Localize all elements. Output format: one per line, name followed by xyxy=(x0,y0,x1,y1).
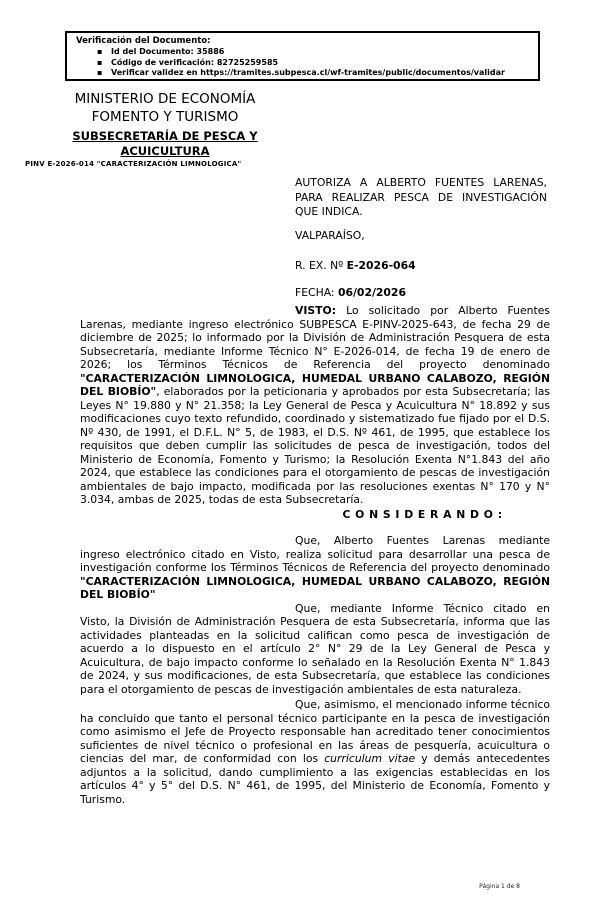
verification-item-code: ▪ Código de verificación: 82725259585 xyxy=(76,58,532,69)
date-prefix: FECHA: xyxy=(295,285,338,299)
considerando-paragraph-qualifications: Que, asimismo, el mencionado informe técnico ha concluido que tanto el personal técnico participante en la pesca de investigación como asimismo el Jefe de Proyecto responsable han acreditado tener conocimientos suficientes de nivel técnico o profesional en las áreas de pesquería, acuicultura o ciencias del mar, de conformidad con los curriculum vitae y demás antecedentes adjuntos a la solicitud, dando cumplimiento a las exigencias establecidas en los artículos 4° y 5° del D.S. N° 461, de 1995, del Ministerio de Economía, Fomento y Turismo. xyxy=(80,698,550,806)
resolution-subject: AUTORIZA A ALBERTO FUENTES LARENAS, PARA REALIZAR PESCA DE INVESTIGACIÓN QUE INDICA. xyxy=(295,176,547,218)
resolution-number: E-2026-064 xyxy=(346,258,416,272)
date-line xyxy=(295,286,547,299)
city-line: VALPARAÍSO, xyxy=(295,228,365,242)
resolution-number-prefix: R. EX. Nº xyxy=(295,258,347,272)
verification-item-document-id: ▪ Id del Documento: 35886 xyxy=(76,47,532,58)
considerando-paragraph-technical-report: Que, mediante Informe Técnico citado en Visto, la División de Administración Pesquera de esta Subsecretaría, informa que las actividades planteadas en la solicitud califican como pesca de investigación de acuerdo a lo dispuesto en el artículo 2° N° 29 de la Ley General de Pesca y Acuicultura, de bajo impacto conforme lo señalado en la Resolución Exenta N° 1.843 de 2024, y sus modificaciones, de esta Subsecretaría, que establece las condiciones para el otorgamiento de pescas de investigación ambientales de esta naturaleza. xyxy=(80,601,550,696)
resolution-header-block xyxy=(295,176,547,299)
verification-item-url: ▪ Verificar validez en https://tramites.subpesca.cl/wf-tramites/public/documentos/validar xyxy=(76,68,532,79)
ministry-name xyxy=(40,91,290,126)
visto-paragraph: VISTO: Lo solicitado por Alberto Fuentes Larenas, mediante ingreso electrónico SUBPESCA E-PINV-2025-643, de fecha 29 de diciembre de 2025; lo informado por la División de Administración Pesquera de esta Subsecretaría, mediante Informe Técnico N° E-2026-014, de fecha 19 de enero de 2026; los Términos Técnicos de Referencia del proyecto denominado "CARACTERIZACIÓN LIMNOLOGICA, HUMEDAL URBANO CALABOZO, REGIÓN DEL BIOBÍO", elaborados por la peticionaria y aprobados por esta Subsecretaría; las Leyes N° 19.880 y N° 21.358; la Ley General de Pesca y Acuicultura N° 18.892 y sus modificaciones cuyo texto refundido, coordinado y sistematizado fue fijado por el D.S. Nº 430, de 1991, el D.F.L. N° 5, de 1983, el D.S. Nº 461, de 1995, que establece los requisitos que deben cumplir las solicitudes de pesca de investigación, todos del Ministerio de Economía, Fomento y Turismo; la Resolución Exenta N°1.843 del año 2024, que establece las condiciones para el otorgamiento de pescas de investigación ambientales de bajo impacto, modificada por las resoluciones exentas N° 170 y N° 3.034, ambas de 2025, todas de esta Subsecretaría. xyxy=(80,304,551,506)
considerando-heading: C O N S I D E R A N D O : xyxy=(342,507,503,521)
project-reference: PINV E-2026-014 "CARACTERIZACIÓN LIMNOLOGICA" xyxy=(25,160,242,168)
resolution-number-line xyxy=(295,259,547,272)
ministry-line-2: FOMENTO Y TURISMO xyxy=(91,108,239,125)
ministry-line-1: MINISTERIO DE ECONOMÍA xyxy=(74,91,256,107)
page-number: Página 1 de 8 xyxy=(479,883,520,890)
verification-list xyxy=(76,47,532,79)
verification-title: Verificación del Documento: xyxy=(76,36,211,46)
date-value: 06/02/2026 xyxy=(337,285,406,299)
subsecretaria-title: SUBSECRETARÍA DE PESCA Y ACUICULTURA xyxy=(72,129,258,158)
resolution-body xyxy=(80,304,550,806)
considerando-paragraph-request: Que, Alberto Fuentes Larenas mediante ingreso electrónico citado en Visto, realiza solicitud para desarrollar una pesca de investigación conforme los Términos Técnicos de Referencia del proyecto denominado "CARACTERIZACIÓN LIMNOLOGICA, HUMEDAL URBANO CALABOZO, REGIÓN DEL BIOBÍO" xyxy=(80,534,550,601)
verification-box xyxy=(65,31,540,81)
